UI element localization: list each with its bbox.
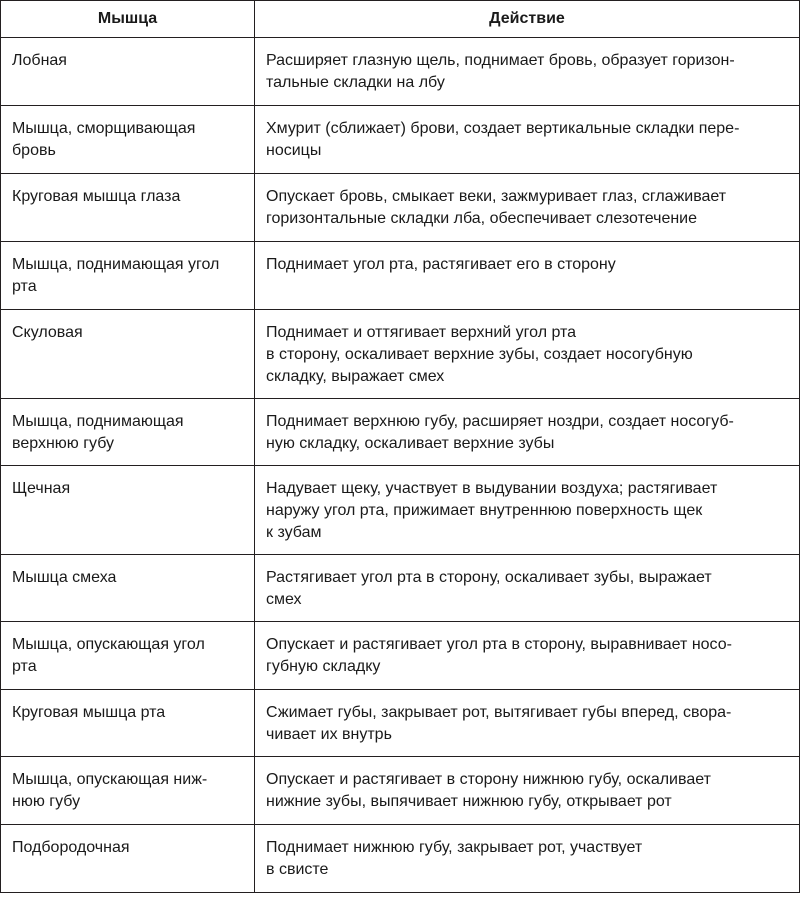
muscle-name: Подбородочная (12, 839, 130, 856)
action-cell (255, 38, 800, 106)
action-text: Сжимает губы, закрывает рот, вытягивает губы вперед, свора- чивает их внутрь (266, 704, 732, 743)
action-text: Поднимает угол рта, растягивает его в сторону (266, 256, 616, 273)
muscle-cell (1, 622, 255, 690)
action-text: Поднимает и оттягивает верхний угол рта в сторону, оскаливает верхние зубы, создает носогубную складку, выражает смех (266, 324, 693, 385)
muscle-cell (1, 106, 255, 174)
muscle-name: Круговая мышца рта (12, 704, 166, 721)
action-text: Опускает и растягивает в сторону нижнюю губу, оскаливает нижние зубы, выпячивает нижнюю губу, открывает рот (266, 771, 711, 810)
table-row (1, 555, 800, 622)
action-text: Надувает щеку, участвует в выдувании воздуха; растягивает наружу угол рта, прижимает внутреннюю поверхность щек к зубам (266, 480, 718, 541)
action-cell (255, 106, 800, 174)
muscle-name: Круговая мышца глаза (12, 188, 181, 205)
action-cell (255, 825, 800, 893)
action-text: Опускает и растягивает угол рта в сторону, выравнивает носо- губную складку (266, 636, 732, 675)
action-text: Опускает бровь, смыкает веки, зажмуривает глаз, сглаживает горизонтальные складки лба, обеспечивает слезотечение (266, 188, 727, 227)
table-row (1, 622, 800, 690)
muscle-cell (1, 38, 255, 106)
column-header-action: Действие (255, 1, 800, 38)
action-cell (255, 757, 800, 825)
column-header-muscle: Мышца (1, 1, 255, 38)
action-cell (255, 242, 800, 310)
action-text: Хмурит (сближает) брови, создает вертикальные складки пере- носицы (266, 120, 740, 159)
muscle-name: Мышца, опускающая угол рта (12, 636, 205, 675)
action-text: Расширяет глазную щель, поднимает бровь, образует горизон- тальные складки на лбу (266, 52, 735, 91)
muscle-name: Скуловая (12, 324, 83, 341)
action-cell (255, 555, 800, 622)
action-cell (255, 622, 800, 690)
table-row (1, 38, 800, 106)
muscle-name: Мышца смеха (12, 569, 117, 586)
muscle-cell (1, 174, 255, 242)
table-row (1, 825, 800, 893)
action-cell (255, 466, 800, 555)
table-row (1, 466, 800, 555)
table-row (1, 174, 800, 242)
muscle-cell (1, 690, 255, 757)
action-cell (255, 174, 800, 242)
table-row (1, 310, 800, 399)
muscle-cell (1, 555, 255, 622)
muscle-name: Мышца, поднимающая верхнюю губу (12, 413, 184, 452)
muscle-cell (1, 310, 255, 399)
action-text: Поднимает нижнюю губу, закрывает рот, участвует в свисте (266, 839, 643, 878)
table-row (1, 399, 800, 466)
action-cell (255, 690, 800, 757)
action-text: Поднимает верхнюю губу, расширяет ноздри, создает носогуб- ную складку, оскаливает верхние зубы (266, 413, 734, 452)
muscle-name: Мышца, сморщивающая бровь (12, 120, 196, 159)
table-row (1, 106, 800, 174)
muscle-name: Мышца, поднимающая угол рта (12, 256, 220, 295)
muscle-cell (1, 825, 255, 893)
table-row (1, 242, 800, 310)
muscle-cell (1, 399, 255, 466)
action-cell (255, 399, 800, 466)
table-row (1, 690, 800, 757)
table-header-row (1, 1, 800, 38)
muscle-cell (1, 757, 255, 825)
muscle-name: Щечная (12, 480, 71, 497)
muscle-name: Мышца, опускающая ниж- нюю губу (12, 771, 208, 810)
action-text: Растягивает угол рта в сторону, оскаливает зубы, выражает смех (266, 569, 712, 608)
muscle-name: Лобная (12, 52, 67, 69)
table-row (1, 757, 800, 825)
muscle-cell (1, 242, 255, 310)
muscle-cell (1, 466, 255, 555)
action-cell (255, 310, 800, 399)
